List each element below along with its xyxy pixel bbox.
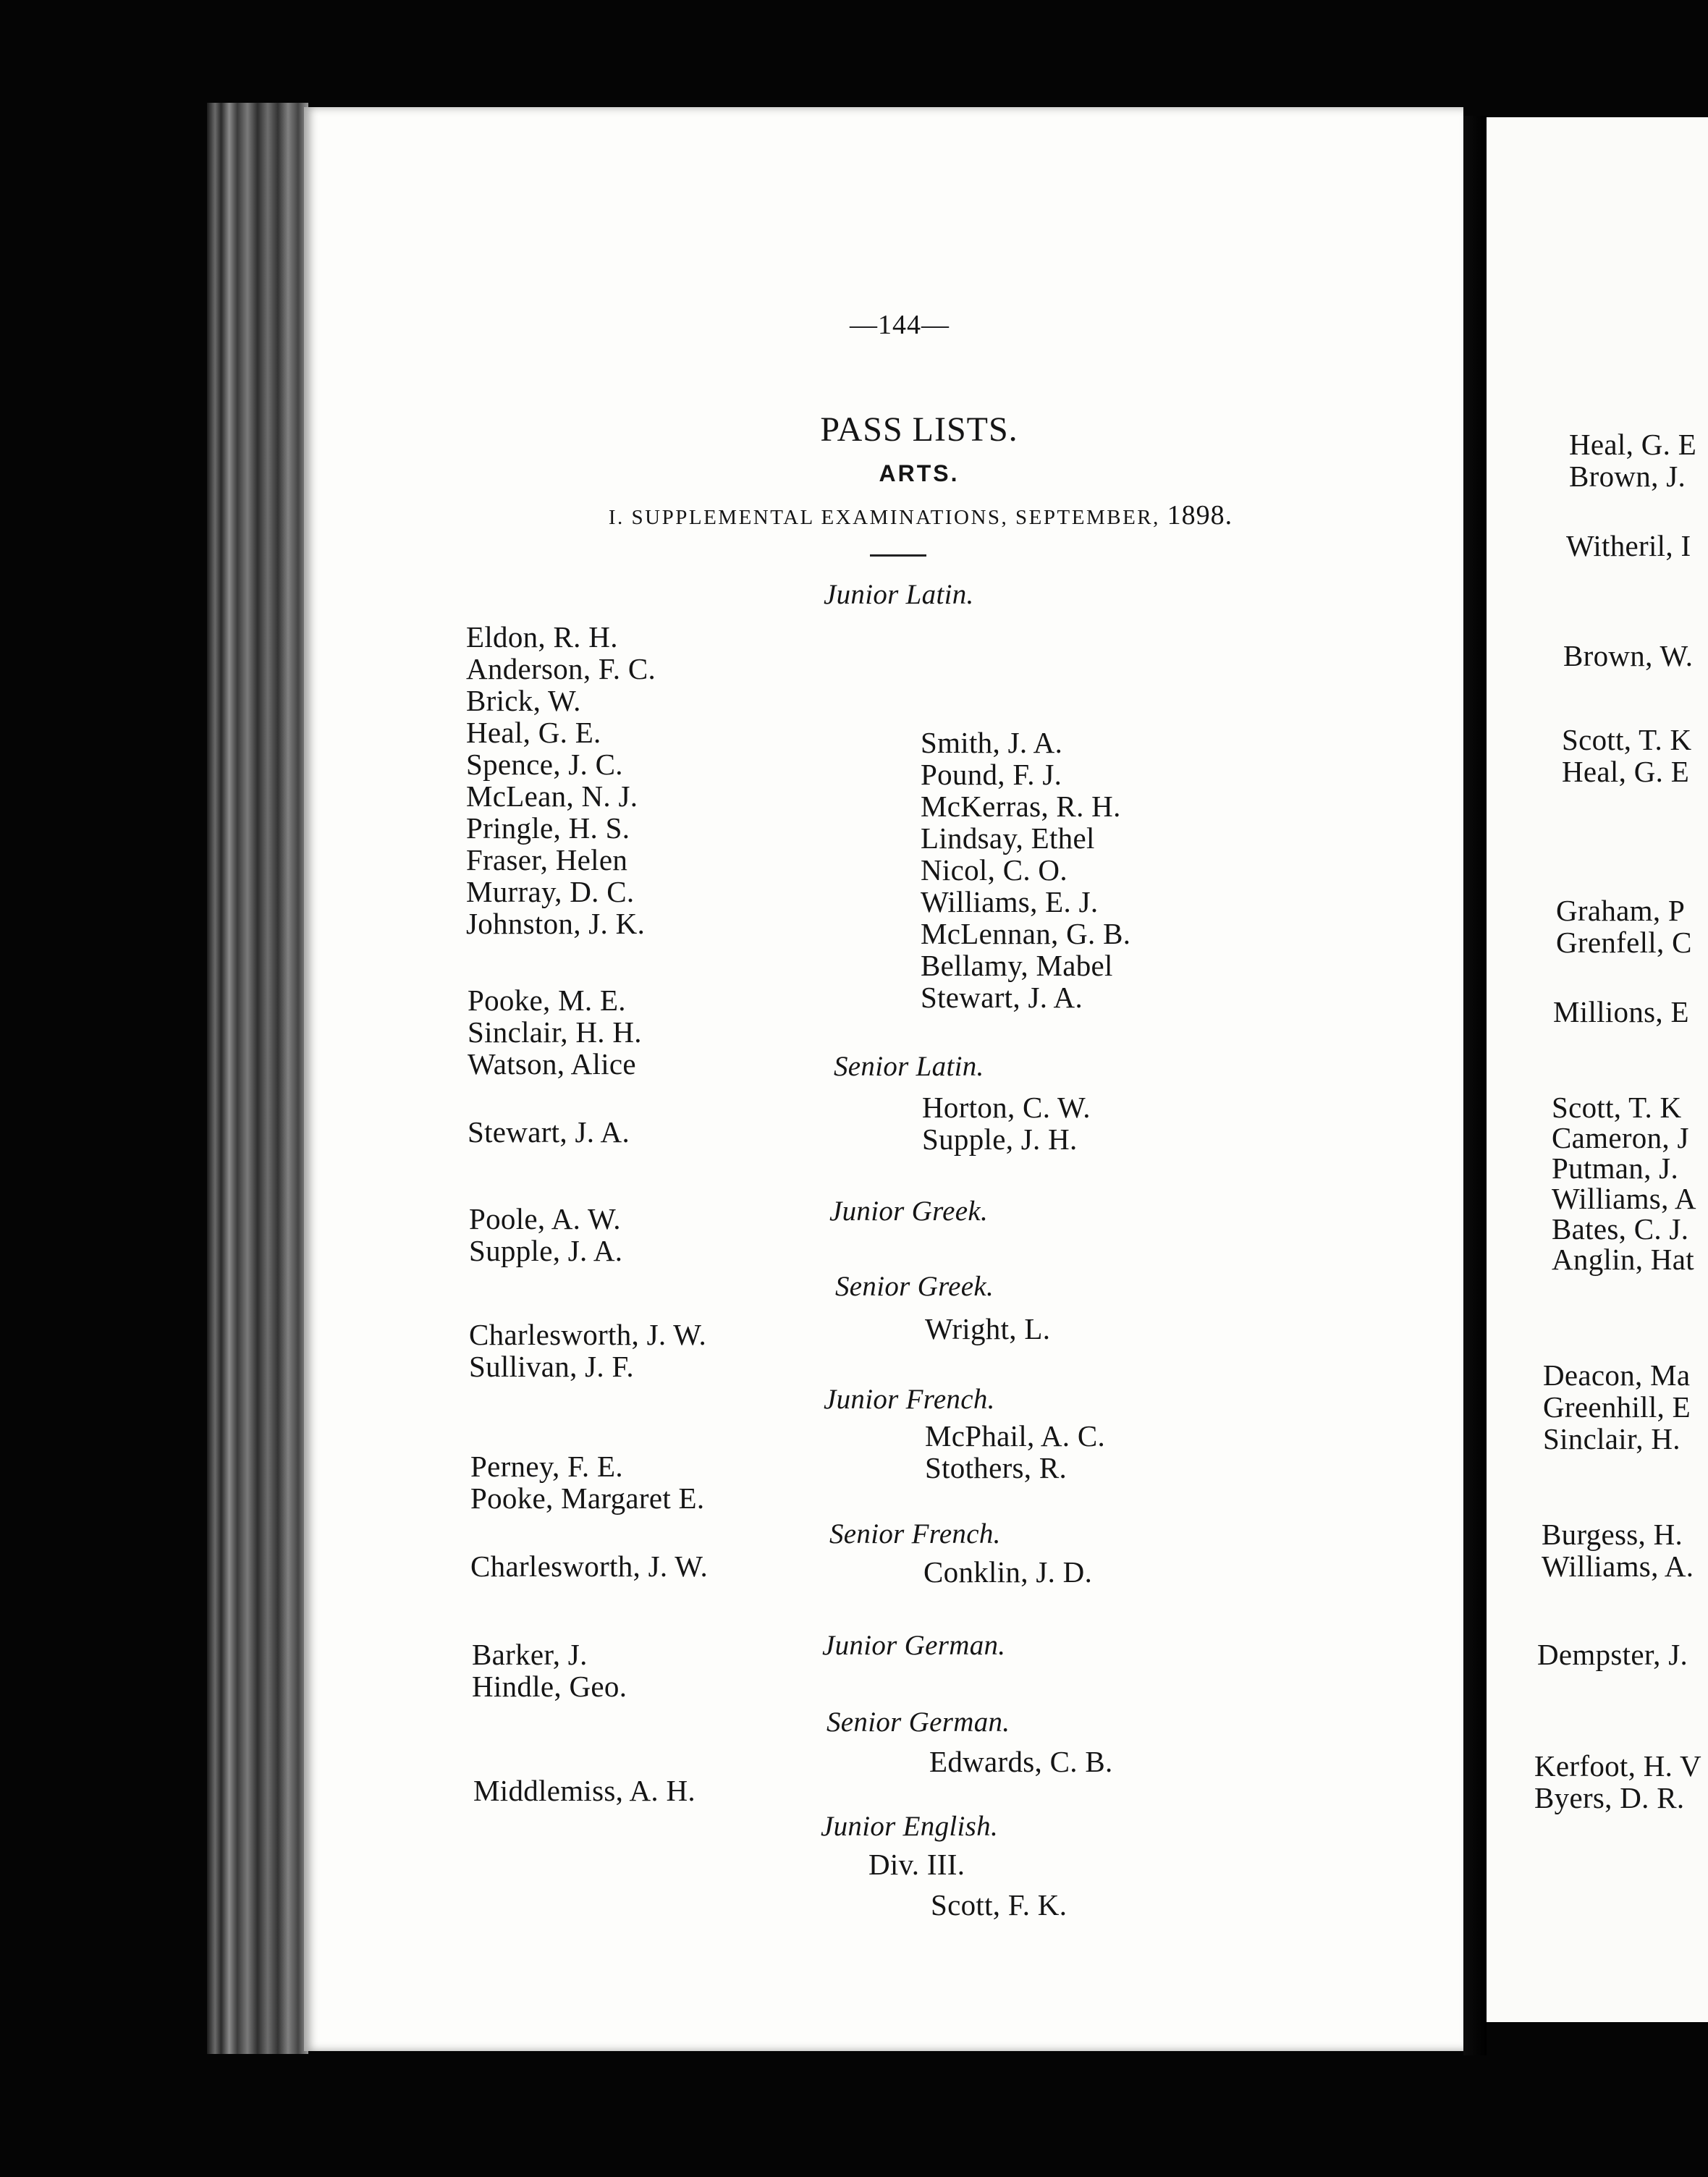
- facing-name: Putman, J.: [1552, 1151, 1678, 1185]
- candidate-name: Middlemiss, A. H.: [473, 1774, 696, 1807]
- subject-heading: Junior Latin.: [824, 579, 974, 610]
- candidate-name: Watson, Alice: [468, 1047, 636, 1081]
- facing-name: Kerfoot, H. V: [1534, 1749, 1701, 1783]
- facing-name: Cameron, J: [1552, 1121, 1689, 1154]
- facing-name: Sinclair, H.: [1543, 1422, 1680, 1455]
- subject-heading: Senior Latin.: [834, 1051, 984, 1082]
- candidate-name: Brick, W.: [466, 684, 581, 717]
- book-page-edges: [207, 103, 308, 2054]
- page-folio: —144—: [850, 310, 950, 340]
- subject-name: Nicol, C. O.: [921, 853, 1068, 887]
- candidate-name: Barker, J.: [472, 1638, 588, 1671]
- candidate-name: Johnston, J. K.: [466, 907, 646, 940]
- book-page-144: [304, 107, 1463, 2051]
- division-label: Div. III.: [868, 1848, 965, 1881]
- session-label: I. SUPPLEMENTAL EXAMINATIONS, SEPTEMBER,: [608, 506, 1160, 529]
- candidate-name: Pringle, H. S.: [466, 811, 630, 845]
- subject-name: Bellamy, Mabel: [921, 949, 1113, 982]
- candidate-name: Pooke, M. E.: [468, 984, 626, 1017]
- candidate-name: Pooke, Margaret E.: [470, 1481, 705, 1515]
- subject-heading: Junior German.: [822, 1630, 1006, 1661]
- candidate-name: Fraser, Helen: [466, 843, 628, 876]
- candidate-name: Hindle, Geo.: [472, 1670, 627, 1703]
- subject-name: Smith, J. A.: [921, 726, 1063, 759]
- candidate-name: Stewart, J. A.: [468, 1115, 630, 1149]
- facing-name: Brown, J.: [1569, 460, 1686, 493]
- subject-name: Stewart, J. A.: [921, 981, 1083, 1014]
- facing-name: Deacon, Ma: [1543, 1358, 1691, 1392]
- facing-name: Brown, W.: [1563, 639, 1694, 672]
- facing-name: Millions, E: [1553, 995, 1689, 1028]
- subject-name: Pound, F. J.: [921, 758, 1062, 791]
- candidate-name: Spence, J. C.: [466, 748, 623, 781]
- candidate-name: Sullivan, J. F.: [469, 1350, 634, 1383]
- candidate-name: Murray, D. C.: [466, 875, 635, 908]
- facing-name: Scott, T. K: [1562, 723, 1692, 756]
- candidate-name: Anderson, F. C.: [466, 652, 656, 685]
- facing-name: Greenhill, E: [1543, 1390, 1691, 1424]
- facing-name: Anglin, Hat: [1552, 1243, 1694, 1276]
- facing-name: Witheril, I: [1566, 529, 1691, 562]
- subject-name: Wright, L.: [925, 1312, 1051, 1345]
- subject-heading: Junior French.: [824, 1384, 995, 1415]
- book-page-facing: [1487, 117, 1708, 2022]
- facing-name: Heal, G. E: [1562, 755, 1690, 788]
- page-title: PASS LISTS.: [820, 410, 1018, 449]
- subject-name: McKerras, R. H.: [921, 790, 1121, 823]
- subject-name: Williams, E. J.: [921, 885, 1099, 918]
- subject-name: Edwards, C. B.: [929, 1745, 1113, 1778]
- facing-name: Burgess, H.: [1542, 1518, 1683, 1551]
- facing-name: Scott, T. K: [1552, 1091, 1682, 1124]
- candidate-name: Perney, F. E.: [470, 1450, 623, 1483]
- facing-name: Heal, G. E: [1569, 428, 1697, 461]
- session-heading: [609, 502, 1233, 529]
- facing-name: Bates, C. J.: [1552, 1212, 1689, 1246]
- facing-name: Grenfell, C: [1556, 926, 1692, 959]
- facing-name: Byers, D. R.: [1534, 1781, 1685, 1814]
- facing-name: Dempster, J.: [1537, 1638, 1688, 1671]
- subject-heading: Junior English.: [821, 1811, 998, 1842]
- facing-name: Williams, A: [1552, 1182, 1696, 1215]
- subject-name: McPhail, A. C.: [925, 1419, 1106, 1453]
- candidate-name: Charlesworth, J. W.: [470, 1550, 708, 1583]
- subject-name: Stothers, R.: [925, 1451, 1068, 1484]
- subject-name: McLennan, G. B.: [921, 917, 1131, 950]
- subject-name: Lindsay, Ethel: [921, 821, 1095, 855]
- candidate-name: Charlesworth, J. W.: [469, 1318, 706, 1351]
- subject-name: Supple, J. H.: [922, 1123, 1078, 1156]
- candidate-name: McLean, N. J.: [466, 779, 638, 813]
- subject-name: Scott, F. K.: [931, 1888, 1068, 1922]
- subject-heading: Senior French.: [829, 1518, 1001, 1550]
- session-year: 1898.: [1167, 500, 1233, 530]
- facing-name: Williams, A.: [1542, 1550, 1694, 1583]
- section-heading: ARTS.: [879, 460, 960, 486]
- subject-name: Horton, C. W.: [922, 1091, 1091, 1124]
- candidate-name: Eldon, R. H.: [466, 620, 618, 654]
- subject-name: Conklin, J. D.: [923, 1555, 1093, 1589]
- candidate-name: Poole, A. W.: [469, 1202, 621, 1235]
- candidate-name: Heal, G. E.: [466, 716, 601, 749]
- candidate-name: Supple, J. A.: [469, 1234, 623, 1267]
- heading-rule: [870, 554, 926, 557]
- book-gutter: [1463, 116, 1487, 2055]
- subject-heading: Junior Greek.: [829, 1196, 989, 1227]
- subject-heading: Senior German.: [826, 1707, 1010, 1738]
- candidate-name: Sinclair, H. H.: [468, 1015, 642, 1049]
- facing-name: Graham, P: [1556, 894, 1686, 927]
- subject-heading: Senior Greek.: [835, 1271, 994, 1302]
